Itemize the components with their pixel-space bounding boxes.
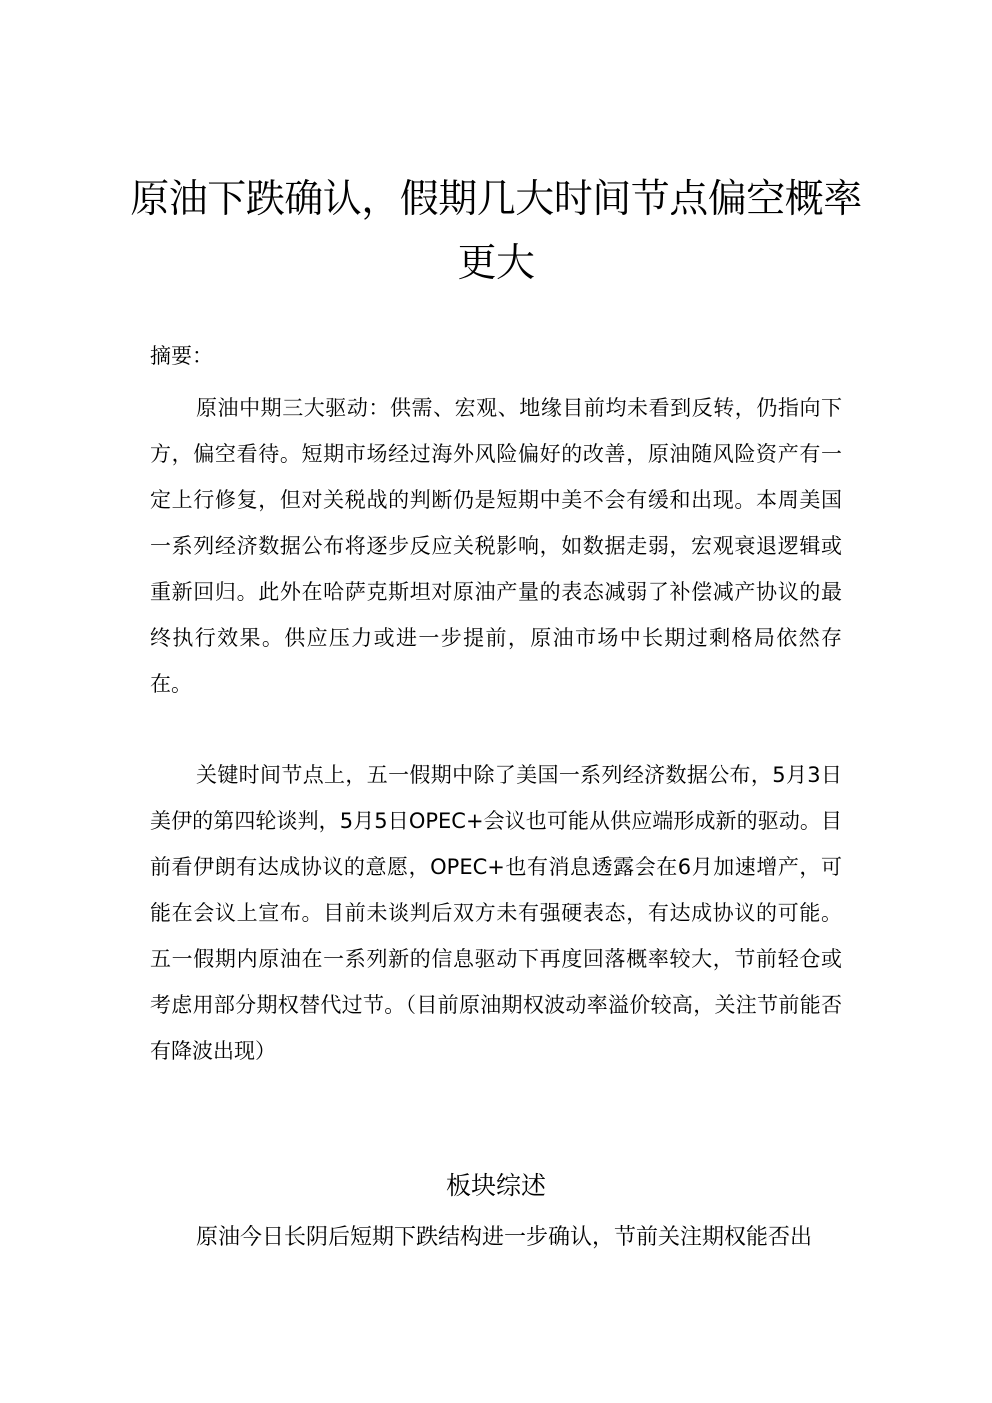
abstract-paragraph-1: 原油中期三大驱动：供需、宏观、地缘目前均未看到反转，仍指向下方，偏空看待。短期市场经过海外风险偏好的改善，原油随风险资产有一定上行修复，但对关税战的判断仍是短期中美不会有缓和出现。本周美国一系列经济数据公布将逐步反应关税影响，如数据走弱，宏观衰退逻辑或重新回归。此外在哈萨克斯坦对原油产量的表态减弱了补偿减产协议的最终执行效果。供应压力或进一步提前，原油市场中长期过剩格局依然存在。	[150, 396, 842, 696]
document-title: 原油下跌确认，假期几大时间节点偏空概率更大	[130, 177, 862, 286]
abstract-label: 摘要：	[150, 344, 213, 368]
section-title: 板块综述	[445, 1171, 546, 1200]
section-paragraph: 原油今日长阴后短期下跌结构进一步确认，节前关注期权能否出	[196, 1225, 813, 1250]
abstract-paragraph-2: 关键时间节点上，五一假期中除了美国一系列经济数据公布，5月3日美伊的第四轮谈判，5月5日OPEC+会议也可能从供应端形成新的驱动。目前看伊朗有达成协议的意愿，OPEC+也有消息透露会在6月加速增产，可能在会议上宣布。目前未谈判后双方未有强硬表态，有达成协议的可能。五一假期内原油在一系列新的信息驱动下再度回落概率较大，节前轻仓或考虑用部分期权替代过节。（目前原油期权波动率溢价较高，关注节前能否有降波出现）	[150, 763, 842, 1063]
